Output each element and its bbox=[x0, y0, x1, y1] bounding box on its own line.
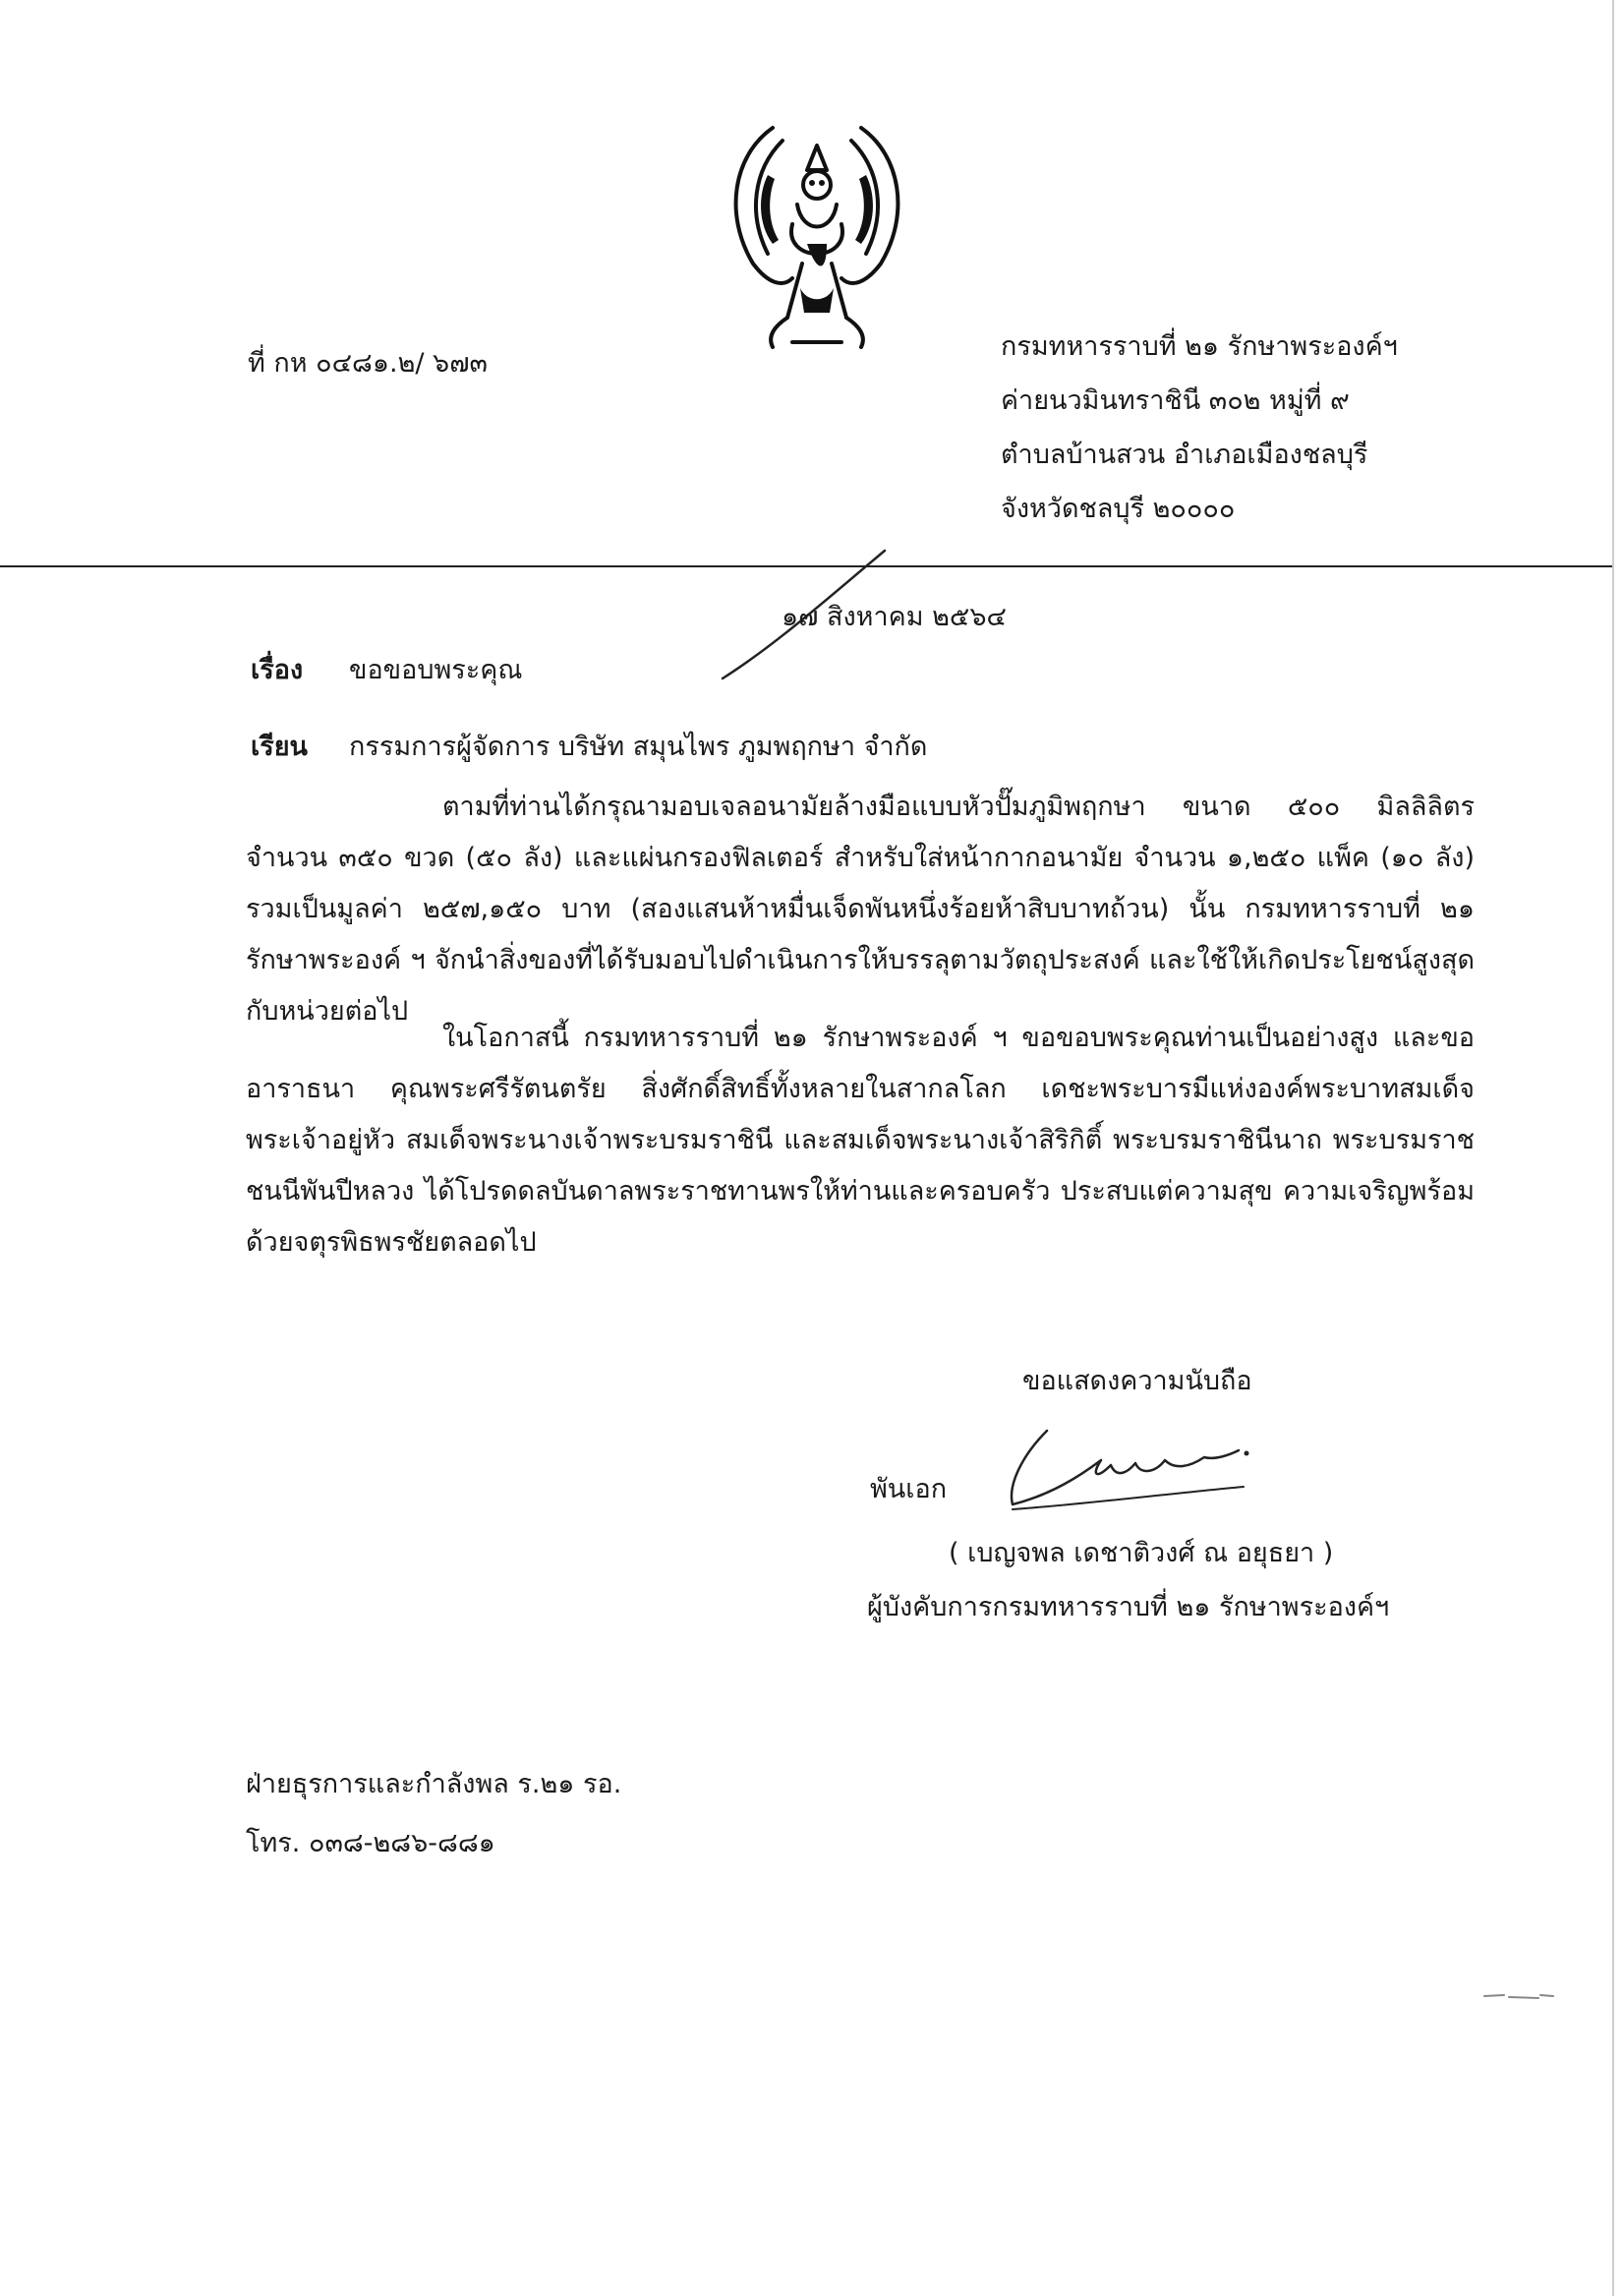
closing-phrase: ขอแสดงความนับถือ bbox=[1022, 1366, 1252, 1396]
footer-department: ฝ่ายธุรการและกำลังพล ร.๒๑ รอ. bbox=[246, 1769, 622, 1799]
sender-address-line: กรมทหารราบที่ ๒๑ รักษาพระองค์ฯ bbox=[1001, 331, 1398, 362]
page-edge bbox=[1612, 0, 1614, 2296]
sender-address-line: จังหวัดชลบุรี ๒๐๐๐๐ bbox=[1001, 494, 1236, 524]
sender-address-line: ค่ายนวมินทราชินี ๓๐๒ หมู่ที่ ๙ bbox=[1001, 385, 1350, 416]
reference-number: ที่ กห ๐๔๘๑.๒/ ๖๗๓ bbox=[248, 348, 488, 379]
garuda-emblem-icon bbox=[714, 116, 920, 362]
signer-rank: พันเอก bbox=[870, 1474, 948, 1504]
body-paragraph: ในโอกาสนี้ กรมทหารราบที่ ๒๑ รักษาพระองค์ ฯ ขอขอบพระคุณท่านเป็นอย่างสูง และขออาราธนา คุณพระศรีรัตนตรัย สิ่งศักดิ์สิทธิ์ทั้งหลายในสากลโลก เดชะพระบารมีแห่งองค์พระบาทสมเด็จพระเจ้าอยู่หัว สมเด็จพระนางเจ้าพระบรมราชินี และสมเด็จพระนางเจ้าสิริกิติ์ พระบรมราชินีนาถ พระบรมราชชนนีพันปีหลวง ได้โปรดดลบันดาลพระราชทานพรให้ท่านและครอบครัว ประสบแต่ความสุข ความเจริญพร้อมด้วยจตุรพิธพรชัยตลอดไป bbox=[246, 1023, 1475, 1258]
letter-date: ๑๗ สิงหาคม ๒๕๖๔ bbox=[782, 602, 1007, 632]
subject-label: เรื่อง bbox=[251, 655, 304, 685]
recipient-label: เรียน bbox=[251, 732, 309, 762]
sender-address-line: ตำบลบ้านสวน อำเภอเมืองชลบุรี bbox=[1001, 440, 1368, 470]
signer-title: ผู้บังคับการกรมทหารราบที่ ๒๑ รักษาพระองค์ฯ bbox=[867, 1592, 1390, 1622]
signature-icon bbox=[993, 1416, 1258, 1524]
footer-phone: โทร. ๐๓๘-๒๘๖-๘๘๑ bbox=[246, 1828, 495, 1858]
subject-text: ขอขอบพระคุณ bbox=[349, 655, 523, 685]
signer-name: ( เบญจพล เดชาติวงศ์ ณ อยุธยา ) bbox=[949, 1538, 1334, 1568]
scan-speck-icon bbox=[1479, 1986, 1558, 2006]
recipient-text: กรรมการผู้จัดการ บริษัท สมุนไพร ภูมพฤกษา จำกัด bbox=[349, 732, 928, 762]
body-paragraph: ตามที่ท่านได้กรุณามอบเจลอนามัยล้างมือแบบหัวปั๊มภูมิพฤกษา ขนาด ๕๐๐ มิลลิลิตร จำนวน ๓๕๐ ขวด (๕๐ ลัง) และแผ่นกรองฟิลเตอร์ สำหรับใส่หน้ากากอนามัย จำนวน ๑,๒๕๐ แพ็ค (๑๐ ลัง) รวมเป็นมูลค่า ๒๕๗,๑๕๐ บาท (สองแสนห้าหมื่นเจ็ดพันหนึ่งร้อยห้าสิบบาทถ้วน) นั้น กรมทหารราบที่ ๒๑ รักษาพระองค์ ฯ จักนำสิ่งของที่ได้รับมอบไปดำเนินการให้บรรลุตามวัตถุประสงค์ และใช้ให้เกิดประโยชน์สูงสุดกับหน่วยต่อไป bbox=[246, 792, 1475, 1027]
